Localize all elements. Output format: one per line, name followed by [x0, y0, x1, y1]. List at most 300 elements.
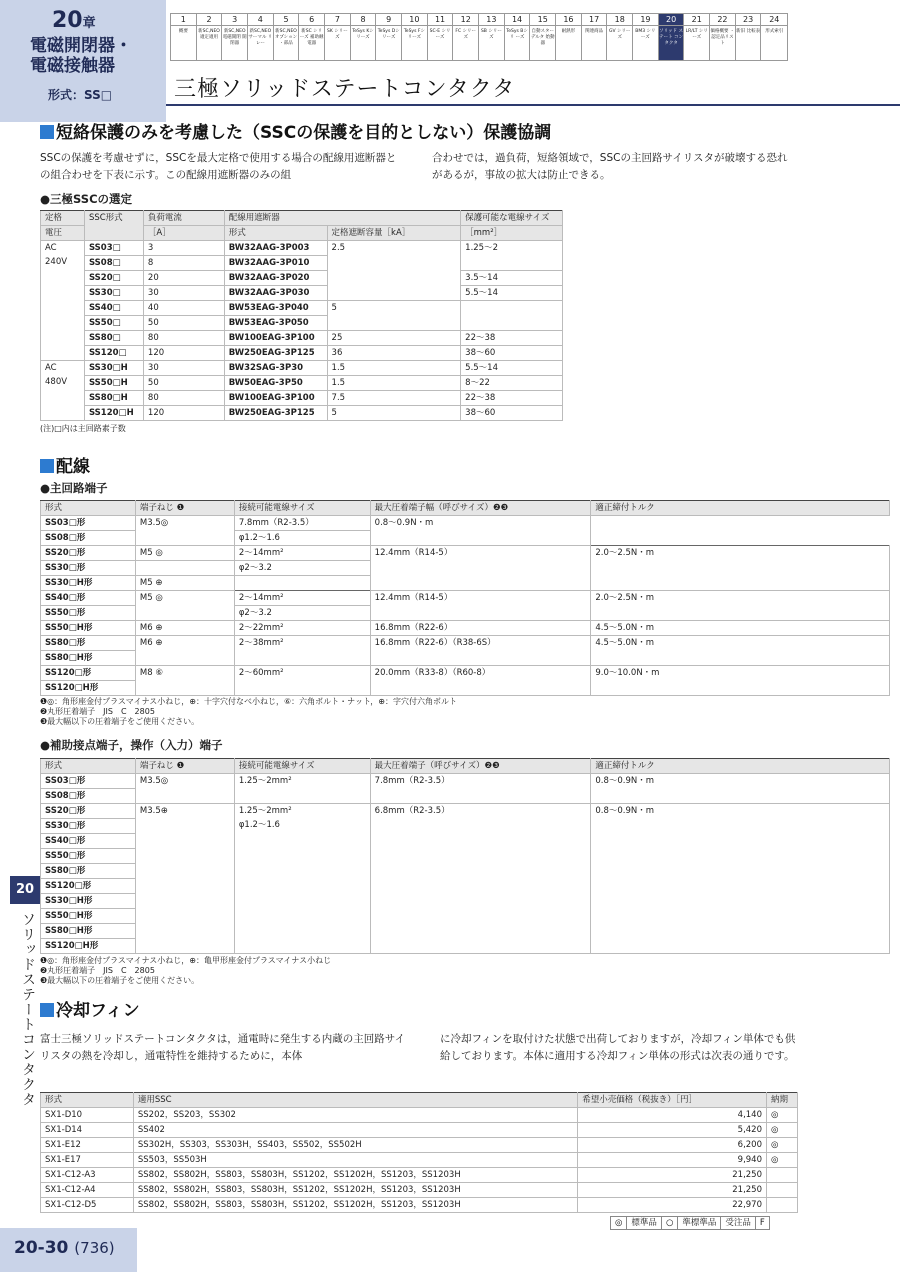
b-wire-cell [234, 804, 370, 954]
legend-standard: 標準品 [627, 1217, 662, 1229]
crimp-cell: 12.4mm（R14-5） [370, 591, 591, 621]
mccb-form: BW250EAG-3P125 [224, 346, 327, 361]
fin-delivery-icon [767, 1168, 798, 1183]
nav-chapter-11[interactable] [428, 14, 454, 60]
nav-chapter-label: 関連商品 [585, 29, 604, 34]
form-cell: SS30□H形 [41, 894, 136, 909]
nav-chapter-4[interactable] [248, 14, 274, 60]
nav-chapter-number: 1 [171, 14, 196, 26]
fin-delivery-icon: ◎ [767, 1138, 798, 1153]
torque-cell: 0.8〜0.9N・m [370, 516, 591, 546]
nav-chapter-label: ソリッド ステート コンタクタ [659, 29, 684, 46]
notes-main-terminal [40, 697, 457, 727]
ssc-form: SS120□H [84, 406, 143, 421]
para-protection-right: 合わせでは，過負荷，短絡領域で，SSCの主回路サイリスタが破壊する恐れがあるが，事故の拡大は防止できる。 [432, 152, 788, 181]
form-cell: SS50□H形 [41, 621, 136, 636]
table-row [41, 361, 563, 376]
crimp-cell: 12.4mm（R14-5） [370, 546, 591, 591]
voltage-cell [41, 241, 85, 361]
fin-applied-ssc: SS202，SS203，SS302 [133, 1108, 577, 1123]
nav-chapter-label: 自動スター デルタ 始動器 [530, 29, 555, 46]
note-line: ❶◎：角形座金付プラスマイナス小ねじ，⊕：亀甲形座金付プラスマイナス小ねじ [40, 956, 332, 965]
form-cell: SS30□形 [41, 561, 136, 576]
nav-chapter-label: GV シリーズ [609, 29, 631, 40]
title-rule [166, 104, 900, 106]
nav-chapter-9[interactable] [376, 14, 402, 60]
ssc-selection-table [40, 210, 563, 421]
table-row [41, 1183, 798, 1198]
mccb-form: BW32SAG-3P30 [224, 361, 327, 376]
breaking-capacity: 7.5 [327, 391, 461, 406]
fin-price: 21,250 [578, 1168, 767, 1183]
mccb-form: BW250EAG-3P125 [224, 406, 327, 421]
table-row [41, 331, 563, 346]
screw-cell: M8 ⑥ [135, 666, 234, 696]
crimp-cell: 20.0mm（R33-8）（R60-8） [370, 666, 591, 696]
table-row [41, 804, 890, 819]
nav-chapter-number: 20 [659, 14, 684, 26]
nav-chapter-18[interactable] [607, 14, 633, 60]
th-rated-voltage-2: 電圧 [41, 226, 85, 241]
mccb-form: BW53EAG-3P040 [224, 301, 327, 316]
side-tab-number[interactable]: 20 [10, 876, 40, 904]
section-title-protection: 短絡保護のみを考慮した（SSCの保護を目的としない）保護協調 [40, 118, 551, 143]
legend-order-icon: F [759, 1218, 765, 1228]
load-current: 8 [143, 256, 224, 271]
wire-cell: φ1.2〜1.6 [234, 531, 370, 546]
page-number: 20-30 (736) [14, 1238, 115, 1258]
nav-chapter-number: 16 [556, 14, 581, 26]
fin-price: 22,970 [578, 1198, 767, 1213]
table-row [41, 666, 890, 681]
fin-applied-ssc: SS802，SS802H，SS803，SS803H，SS1202，SS1202H，SS1203，SS1203H [133, 1198, 577, 1213]
load-current: 3 [143, 241, 224, 256]
voltage-ac: AC [45, 243, 57, 253]
fin-price: 6,200 [578, 1138, 767, 1153]
a_crimp-cell: 7.8mm（R2-3.5） [370, 774, 591, 804]
nav-chapter-21[interactable] [684, 14, 710, 60]
nav-chapter-label: 新旧 比較表 [736, 29, 761, 34]
mccb-form: BW100EAG-3P100 [224, 391, 327, 406]
fin-form: SX1-C12-D5 [41, 1198, 134, 1213]
form-cell: SS80□H形 [41, 651, 136, 666]
wire-cell: 2〜38mm² [234, 636, 370, 666]
screw-cell: M3.5◎ [135, 516, 234, 546]
th-rated-voltage: 定格 [41, 211, 85, 226]
th-price: 希望小売価格（税抜き）［円］ [578, 1093, 767, 1108]
nav-chapter-5[interactable] [274, 14, 300, 60]
nav-chapter-number: 2 [197, 14, 222, 26]
voltage-value: 480V [45, 377, 68, 387]
note-line: ❷丸形圧着端子 JIS C 2805 [40, 707, 155, 716]
form-cell: SS50□形 [41, 606, 136, 621]
mccb-form: BW53EAG-3P050 [224, 316, 327, 331]
breaking-capacity: 2.5 [327, 241, 461, 301]
nav-chapter-number: 12 [453, 14, 478, 26]
nav-chapter-10[interactable] [402, 14, 428, 60]
form-cell: SS120□形 [41, 879, 136, 894]
voltage-ac: AC [45, 363, 57, 373]
nav-chapter-number: 11 [428, 14, 453, 26]
nav-chapter-15[interactable] [530, 14, 556, 60]
fin-delivery-icon [767, 1198, 798, 1213]
nav-chapter-19[interactable] [633, 14, 659, 60]
screw-cell: M5 ⊕ [135, 576, 234, 591]
ssc-form: SS80□H [84, 391, 143, 406]
table-row [41, 1108, 798, 1123]
torque-cell: 4.5〜5.0N・m [591, 621, 890, 636]
nav-chapter-number: 17 [582, 14, 607, 26]
a_wire-cell: 1.25〜2mm² [234, 774, 370, 804]
th-wire-size: 保護可能な電線サイズ [461, 211, 563, 226]
note-line: ❸最大幅以下の圧着端子をご使用ください。 [40, 976, 200, 985]
side-tab-text: ソリッドステートコンタクタ [20, 912, 36, 1107]
nav-chapter-label: FC シリーズ [455, 29, 477, 40]
note-line: ❷丸形圧着端子 JIS C 2805 [40, 966, 155, 975]
para-fin-left: 富士三極ソリッドステートコンタクタは，通電時に発生する内蔵の主回路サイリスタの熱を冷却し，通電特性を維持するために，本体 [40, 1033, 405, 1062]
wire-cell: 2〜22mm² [234, 621, 370, 636]
table-row [41, 621, 890, 636]
note-line: ❶◎：角形座金付プラスマイナス小ねじ，⊕：十字穴付なべ小ねじ，⑥：六角ボルト・ナット，⊕：字穴付六角ボルト [40, 697, 457, 706]
th-wire: 接続可能電線サイズ [234, 759, 370, 774]
th-form: 形式 [41, 501, 136, 516]
nav-chapter-number: 22 [710, 14, 735, 26]
table-row [41, 301, 563, 316]
th-crimp: 最大圧着端子（呼びサイズ）❷❸ [370, 759, 591, 774]
chapter-title: 電磁開閉器・ 電磁接触器 [30, 36, 132, 76]
form-cell: SS40□形 [41, 591, 136, 606]
fin-applied-ssc: SS503，SS503H [133, 1153, 577, 1168]
notes-aux-terminal [40, 956, 331, 986]
legend-semi-standard: 準標準品 [678, 1217, 721, 1229]
th-mccb: 配線用遮断器 [224, 211, 460, 226]
ssc-form: SS30□ [84, 286, 143, 301]
fin-price: 5,420 [578, 1123, 767, 1138]
nav-chapter-number: 3 [222, 14, 247, 26]
th-wire-unit: ［mm²］ [461, 226, 563, 241]
ssc-form: SS50□ [84, 316, 143, 331]
th-load-current: 負荷電流 [143, 211, 224, 226]
fin-applied-ssc: SS802，SS802H，SS803，SS803H，SS1202，SS1202H，SS1203，SS1203H [133, 1168, 577, 1183]
wire-size: 38〜60 [461, 346, 563, 361]
form-cell: SS20□形 [41, 546, 136, 561]
wire-size: 38〜60 [461, 406, 563, 421]
legend-standard-icon: ◎ [611, 1217, 627, 1229]
wire-cell: φ2〜3.2 [234, 606, 370, 621]
wire-cell: 2〜60mm² [234, 666, 370, 696]
fin-delivery-icon [767, 1183, 798, 1198]
table-row [41, 636, 890, 651]
nav-chapter-number: 7 [325, 14, 350, 26]
b-torque-cell: 0.8〜0.9N・m [591, 804, 890, 954]
wire-size: 1.25〜2 [461, 241, 563, 271]
torque-cell: 2.0〜2.5N・m [591, 591, 890, 621]
nav-chapter-number: 5 [274, 14, 299, 26]
form-cell: SS20□形 [41, 804, 136, 819]
load-current: 30 [143, 286, 224, 301]
load-current: 50 [143, 316, 224, 331]
wire-cell: 2〜14mm² [234, 546, 370, 561]
th-mccb-form: 形式 [224, 226, 327, 241]
section-title-wiring: 配線 [40, 452, 90, 477]
load-current: 80 [143, 331, 224, 346]
form-cell: SS120□形 [41, 666, 136, 681]
wire-size: 8〜22 [461, 376, 563, 391]
nav-chapter-label: TeSys Bシリ ーズ [506, 29, 528, 40]
nav-chapter-number: 10 [402, 14, 427, 26]
screw-cell: M6 ⊕ [135, 621, 234, 636]
table-row [41, 1198, 798, 1213]
table-row [41, 391, 563, 406]
fin-form: SX1-E12 [41, 1138, 134, 1153]
nav-chapter-label: SB シリーズ [480, 29, 502, 40]
screw-cell: M5 ◎ [135, 546, 234, 561]
wire-size: 22〜38 [461, 391, 563, 406]
th-screw: 端子ねじ ❶ [135, 759, 234, 774]
ssc-form: SS40□ [84, 301, 143, 316]
table-row [41, 1138, 798, 1153]
fin-form: SX1-C12-A4 [41, 1183, 134, 1198]
table-row [41, 516, 890, 531]
fin-delivery-icon: ◎ [767, 1153, 798, 1168]
nav-chapter-12[interactable] [453, 14, 479, 60]
mccb-form: BW32AAG-3P030 [224, 286, 327, 301]
table-row [41, 241, 563, 256]
mccb-form: BW50EAG-3P50 [224, 376, 327, 391]
note-ssc-table: (注)□内は主回路素子数 [40, 424, 126, 433]
nav-chapter-label: 概要 [178, 29, 188, 34]
ssc-form: SS03□ [84, 241, 143, 256]
crimp-cell: 16.8mm（R22-6）（R38-6S） [370, 636, 591, 666]
nav-chapter-number: 13 [479, 14, 504, 26]
form-cell: SS80□形 [41, 636, 136, 651]
th-screw: 端子ねじ ❶ [135, 501, 234, 516]
fin-applied-ssc: SS302H，SS303，SS303H，SS403，SS502，SS502H [133, 1138, 577, 1153]
form-cell: SS03□形 [41, 516, 136, 531]
fin-delivery-icon: ◎ [767, 1123, 798, 1138]
nav-chapter-23[interactable] [736, 14, 762, 60]
chapter-nav [170, 13, 788, 61]
table-row [41, 1153, 798, 1168]
fin-form: SX1-C12-A3 [41, 1168, 134, 1183]
voltage-cell [41, 361, 85, 421]
table-row [41, 591, 890, 606]
wire-line: 1.25〜2mm² [238, 806, 292, 816]
b-screw-cell: M3.5⊕ [135, 804, 234, 954]
screw-cell: M5 ◎ [135, 591, 234, 621]
section-square-icon [40, 1003, 54, 1017]
nav-chapter-number: 4 [248, 14, 273, 26]
fin-applied-ssc: SS402 [133, 1123, 577, 1138]
subheading-ssc-selection: ●三極SSCの選定 [40, 192, 133, 206]
fin-price: 9,940 [578, 1153, 767, 1168]
th-load-unit: ［A］ [143, 226, 224, 241]
nav-chapter-number: 8 [351, 14, 376, 26]
legend-order: 受注品 [721, 1217, 756, 1229]
nav-chapter-label: TeSys Dシリーズ [377, 29, 400, 40]
form-label: 形式：SS□ [48, 88, 113, 102]
form-cell: SS120□H形 [41, 939, 136, 954]
table-row [41, 286, 563, 301]
nav-chapter-number: 23 [736, 14, 761, 26]
load-current: 20 [143, 271, 224, 286]
page-title: 三極ソリッドステートコンタクタ [174, 77, 516, 102]
ssc-form: SS08□ [84, 256, 143, 271]
nav-chapter-label: 新SC シリーズ 補助継電器 [299, 29, 324, 46]
b-crimp-cell: 6.8mm（R2-3.5） [370, 804, 591, 954]
load-current: 120 [143, 406, 224, 421]
para-protection-left: SSCの保護を考慮せずに，SSCを最大定格で使用する場合の配線用遮断器との組合わせを下表に示す。この配線用遮断器のみの組 [40, 152, 397, 181]
table-row [41, 1168, 798, 1183]
fin-form: SX1-D10 [41, 1108, 134, 1123]
table-row [41, 546, 890, 561]
nav-chapter-number: 21 [684, 14, 709, 26]
breaking-capacity: 5 [327, 301, 461, 331]
table-row [41, 1123, 798, 1138]
form-cell: SS120□H形 [41, 681, 136, 696]
note-line: ❸最大幅以下の圧着端子をご使用ください。 [40, 717, 200, 726]
ssc-form: SS30□H [84, 361, 143, 376]
ssc-form: SS20□ [84, 271, 143, 286]
nav-chapter-label: 新SC,NEO 適定適用 [198, 29, 220, 40]
crimp-cell: 7.8mm（R2-3.5） [234, 516, 370, 531]
nav-chapter-label: 新SC,NEO 電磁開閉 開閉器 [222, 29, 247, 46]
nav-chapter-22[interactable] [710, 14, 736, 60]
legend-semi-standard-icon: ○ [662, 1217, 678, 1229]
table-row [41, 346, 563, 361]
crimp-cell: 16.8mm（R22-6） [370, 621, 591, 636]
form-cell: SS50□形 [41, 849, 136, 864]
th-mccb-cap: 定格遮断容量［kA］ [327, 226, 461, 241]
nav-chapter-label: 耐熱形 [561, 29, 576, 34]
aux-terminal-table [40, 758, 890, 954]
load-current: 80 [143, 391, 224, 406]
th-ssc-form: SSC形式 [84, 211, 143, 241]
nav-chapter-6[interactable] [299, 14, 325, 60]
nav-chapter-1[interactable] [171, 14, 197, 60]
wire-cell: 2〜14mm² [234, 591, 370, 606]
nav-chapter-3[interactable] [222, 14, 248, 60]
wire-size: 3.5〜14 [461, 271, 563, 286]
form-cell: SS08□形 [41, 789, 136, 804]
form-cell: SS08□形 [41, 531, 136, 546]
nav-chapter-number: 6 [299, 14, 324, 26]
nav-chapter-8[interactable] [351, 14, 377, 60]
th-delivery: 納期 [767, 1093, 798, 1108]
nav-chapter-label: BM3 シリーズ [635, 29, 656, 40]
nav-chapter-label: LR/LT シリーズ [685, 29, 708, 40]
ssc-form: SS50□H [84, 376, 143, 391]
fin-form: SX1-D14 [41, 1123, 134, 1138]
nav-chapter-17[interactable] [582, 14, 608, 60]
th-applied-ssc: 適用SSC [133, 1093, 577, 1108]
delivery-legend [610, 1216, 770, 1230]
screw-cell [135, 561, 234, 576]
wire-size: 5.5〜14 [461, 286, 563, 301]
nav-chapter-label: SK シリーズ [326, 29, 348, 40]
para-fin-right: に冷却フィンを取付けた状態で出荷しておりますが，冷却フィン単体でも供給しております。本体に適用する冷却フィン単体の形式は次表の通りです。 [440, 1033, 796, 1062]
th-form: 形式 [41, 759, 136, 774]
mccb-form: BW32AAG-3P003 [224, 241, 327, 256]
mccb-form: BW32AAG-3P020 [224, 271, 327, 286]
nav-chapter-label: SC-E シリーズ [429, 29, 451, 40]
table-row [41, 271, 563, 286]
wire-line: φ1.2〜1.6 [238, 820, 280, 830]
nav-chapter-14[interactable] [505, 14, 531, 60]
nav-chapter-16[interactable] [556, 14, 582, 60]
nav-chapter-7[interactable] [325, 14, 351, 60]
th-torque: 適正締付トルク [591, 501, 890, 516]
wire-cell: φ2〜3.2 [234, 561, 370, 576]
load-current: 40 [143, 301, 224, 316]
ssc-form: SS80□ [84, 331, 143, 346]
mccb-form: BW100EAG-3P100 [224, 331, 327, 346]
main-terminal-table [40, 500, 890, 696]
fin-delivery-icon: ◎ [767, 1108, 798, 1123]
nav-chapter-label: TeSys Fシリーズ [403, 29, 425, 40]
nav-chapter-label: 新SC,NEO オプション ・部品 [274, 29, 298, 46]
nav-chapter-20[interactable] [659, 14, 685, 60]
subheading-aux-terminal: ●補助接点端子，操作（入力）端子 [40, 738, 223, 752]
nav-chapter-number: 19 [633, 14, 658, 26]
ssc-form: SS120□ [84, 346, 143, 361]
th-wire: 接続可能電線サイズ [234, 501, 370, 516]
screw-cell: M6 ⊕ [135, 636, 234, 666]
nav-chapter-number: 15 [530, 14, 555, 26]
nav-chapter-label: TeSys Kシリーズ [352, 29, 374, 40]
fin-price: 4,140 [578, 1108, 767, 1123]
fin-price: 21,250 [578, 1183, 767, 1198]
nav-chapter-label: 形式索引 [765, 29, 784, 34]
chapter-number: 20章 [52, 8, 96, 33]
breaking-capacity: 36 [327, 346, 461, 361]
nav-chapter-13[interactable] [479, 14, 505, 60]
section-title-cooling-fin: 冷却フィン [40, 996, 140, 1021]
fin-applied-ssc: SS802，SS802H，SS803，SS803H，SS1202，SS1202H，SS1203，SS1203H [133, 1183, 577, 1198]
section-square-icon [40, 459, 54, 473]
nav-chapter-label: 新SC,NEO サーマル リレー [248, 29, 273, 46]
form-cell: SS80□形 [41, 864, 136, 879]
mccb-form: BW32AAG-3P010 [224, 256, 327, 271]
th-form: 形式 [41, 1093, 134, 1108]
breaking-capacity: 25 [327, 331, 461, 346]
torque-cell: 4.5〜5.0N・m [591, 636, 890, 666]
voltage-value: 240V [45, 257, 68, 267]
fin-form: SX1-E17 [41, 1153, 134, 1168]
nav-chapter-number: 9 [376, 14, 401, 26]
a_torque-cell: 0.8〜0.9N・m [591, 774, 890, 804]
form-cell: SS50□H形 [41, 909, 136, 924]
form-cell: SS30□H形 [41, 576, 136, 591]
nav-chapter-number: 18 [607, 14, 632, 26]
breaking-capacity: 5 [327, 406, 461, 421]
form-cell: SS40□形 [41, 834, 136, 849]
wire-size: 22〜38 [461, 331, 563, 346]
wire-size: 5.5〜14 [461, 361, 563, 376]
th-crimp: 最大圧着端子幅（呼びサイズ）❷❸ [370, 501, 591, 516]
nav-chapter-number: 14 [505, 14, 530, 26]
nav-chapter-24[interactable] [761, 14, 787, 60]
wire-size [461, 301, 563, 331]
a_screw-cell: M3.5◎ [135, 774, 234, 804]
section-square-icon [40, 125, 54, 139]
torque-cell: 9.0〜10.0N・m [591, 666, 890, 696]
cooling-fin-table [40, 1092, 798, 1213]
load-current: 50 [143, 376, 224, 391]
nav-chapter-2[interactable] [197, 14, 223, 60]
subheading-main-terminal: ●主回路端子 [40, 481, 108, 495]
table-row [41, 376, 563, 391]
